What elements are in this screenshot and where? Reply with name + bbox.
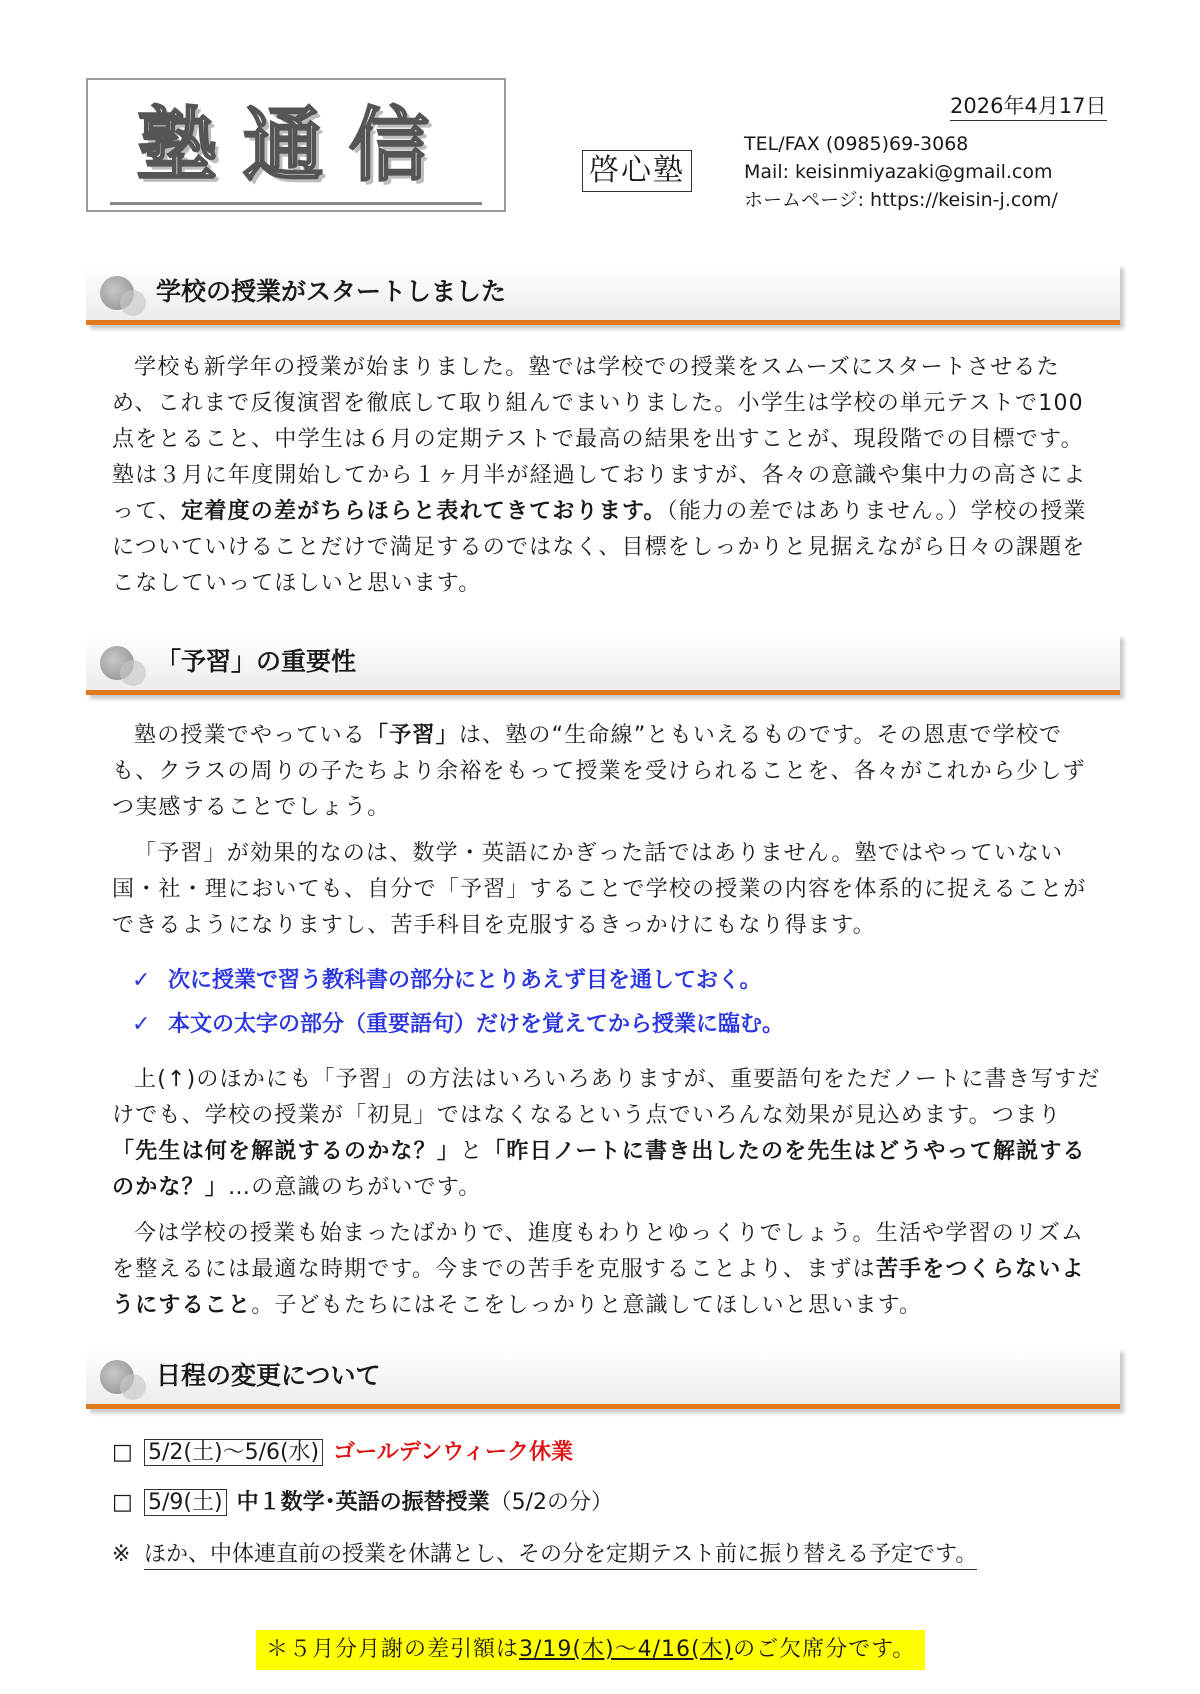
circles-icon [100,646,148,686]
contact-mail: Mail: keisinmiyazaki@gmail.com [744,161,1053,183]
check-item: ✓ 本文の太字の部分（重要語句）だけを覚えてから授業に臨む。 [132,1010,784,1040]
section2-paragraph-3: 上(↑)のほかにも「予習」の方法はいろいろありますが、重要語句をただノートに書き写すだけでも、学校の授業が「初見」ではなくなるという点でいろんな効果が見込めます。つまり「先生は何を解説するのかな？」と「昨日ノートに書き出したのを先生はどうやって解説するのかな？」…の意識のちがいです。 [112,1067,1101,1200]
section-heading-classes-start [86,264,1120,325]
section2-paragraph-1: 塾の授業でやっている「予習」は、塾の“生命線”ともいえるものです。その恩恵で学校でも、クラスの周りの子たちより余裕をもって授業を受けられることを、各々がこれから少しずつ実感することでしょう。 [112,723,1086,820]
schedule-text: 中１数学･英語の振替授業 [236,1490,490,1515]
section-title: 日程の変更について [156,1361,381,1390]
school-name: 啓心塾 [582,150,692,192]
schedule-remark-text: ほか、中体連直前の授業を休講とし、その分を定期テスト前に振り替える予定です。 [144,1542,977,1570]
newsletter-title: 塾通信 [137,99,455,192]
reference-mark: ※ [112,1542,131,1567]
title-underline [110,202,482,205]
circles-icon [100,276,148,316]
schedule-date: 5/2(土)〜5/6(水) [144,1439,323,1466]
checkmark-icon: ✓ [132,968,151,993]
schedule-remark [112,1538,977,1572]
section2-paragraph-2: 「予習」が効果的なのは、数学・英語にかぎった話ではありません。塾ではやっていない国・社・理においても、自分で「予習」することで学校の授業の内容を体系的に捉えることができるようになりますし、苦手科目を克服するきっかけにもなり得ます。 [112,841,1087,938]
checkbox-icon: □ [112,1440,133,1465]
section2-paragraph-4: 今は学校の授業も始まったばかりで、進度もわりとゆっくりでしょう。生活や学習のリズムを整えるには最適な時期です。今までの苦手を克服することより、まずは苦手をつくらないようにすること。子どもたちにはそこをしっかりと意識してほしいと思います。 [112,1221,1085,1318]
section-heading-preparation [86,634,1120,695]
circles-icon [100,1360,148,1400]
checkbox-icon: □ [112,1490,133,1515]
schedule-text: ゴールデンウィーク休業 [333,1440,573,1465]
tuition-note: ＊５月分月謝の差引額は3/19(木)〜4/16(木)のご欠席分です。 [256,1630,925,1670]
issue-date: 2026年4月17日 [950,92,1107,121]
contact-homepage: ホームページ: https://keisin-j.com/ [744,189,1058,211]
check-item: ✓ 次に授業で習う教科書の部分にとりあえず目を通しておく。 [132,966,762,996]
contact-info [744,130,1058,214]
schedule-item [112,1486,613,1520]
schedule-item [112,1436,573,1470]
section1-paragraph: 学校も新学年の授業が始まりました。塾では学校での授業をスムーズにスタートさせるため、これまで反復演習を徹底して取り組んでまいりました。小学生は学校の単元テストで100点をとること、中学生は６月の定期テストで最高の結果を出すことが、現段階での目標です。塾は３月に年度開始してから１ヶ月半が経過しておりますが、各々の意識や集中力の高さによって、定着度の差がちらほらと表れてきております。（能力の差ではありません。）学校の授業についていけることだけで満足するのではなく、目標をしっかりと見据えながら日々の課題をこなしていってほしいと思います。 [112,355,1087,596]
contact-tel: TEL/FAX (0985)69-3068 [744,133,969,155]
section-heading-schedule [86,1348,1120,1409]
newsletter-title-box [86,78,506,212]
checkmark-icon: ✓ [132,1012,151,1037]
schedule-note: （5/2の分） [489,1490,614,1515]
section-title: 学校の授業がスタートしました [156,277,507,306]
schedule-date: 5/9(土) [144,1489,227,1516]
section-title: 「予習」の重要性 [156,647,357,676]
